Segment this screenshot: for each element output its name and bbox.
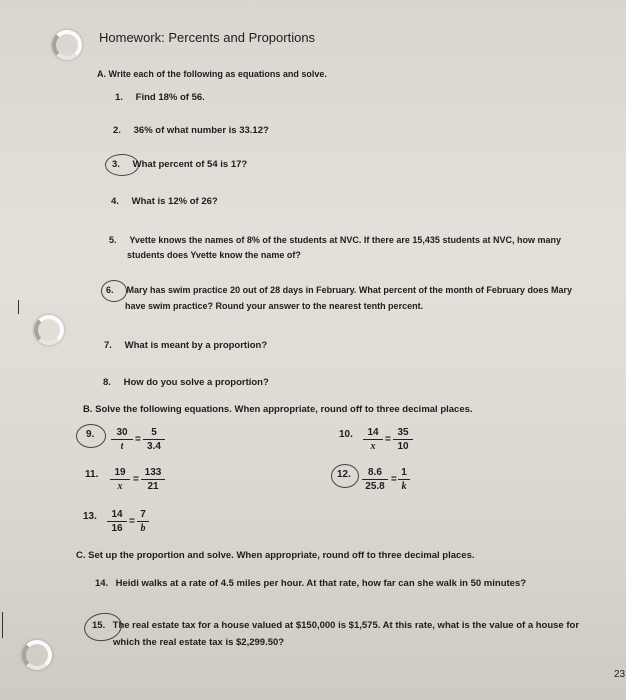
fraction-right: [143, 427, 165, 452]
numerator: 14: [111, 509, 123, 520]
question-number: 7.: [104, 340, 112, 351]
question-6: [106, 285, 572, 295]
question-text: What is 12% of 26?: [131, 196, 218, 207]
numerator: 19: [114, 467, 126, 478]
question-6-continued: have swim practice? Round your answer to the nearest tenth percent.: [125, 301, 424, 311]
question-number: 8.: [103, 377, 111, 388]
question-text-line1: The real estate tax for a house valued at $150,000 is $1,575. At this rate, what is the value of a house for: [112, 620, 580, 631]
fraction-bar: [398, 479, 410, 480]
equation-number: 13.: [83, 511, 97, 522]
question-text: What percent of 54 is 17?: [132, 159, 248, 170]
binder-hole-bottom: [22, 640, 52, 670]
question-text: Find 18% of 56.: [135, 92, 205, 103]
denominator: b: [140, 523, 146, 534]
section-a-heading: A. Write each of the following as equations and solve.: [97, 69, 327, 79]
fraction-bar: [362, 479, 388, 480]
question-text: 36% of what number is 33.12?: [133, 125, 269, 136]
fraction-bar: [141, 479, 165, 480]
equals-sign: =: [391, 474, 397, 485]
question-14: [95, 578, 526, 589]
denominator: 16: [111, 523, 123, 534]
fraction-right: [398, 467, 410, 492]
fraction-left: [110, 467, 130, 492]
fraction-bar: [143, 439, 165, 440]
question-1: [115, 92, 205, 103]
equation-number: 12.: [337, 469, 351, 480]
question-text-line1: Yvette knows the names of 8% of the students at NVC. If there are 15,435 students at NVC, how many: [129, 235, 561, 245]
numerator: 30: [116, 427, 128, 438]
question-text-line1: Mary has swim practice 20 out of 28 days in February. What percent of the month of February does Mary: [126, 285, 572, 295]
question-number: 3.: [112, 159, 120, 170]
fraction-bar: [137, 521, 149, 522]
question-15-continued: which the real estate tax is $2,299.50?: [113, 637, 285, 648]
question-number: 14.: [95, 578, 109, 589]
denominator: x: [370, 441, 376, 452]
section-b-heading: B. Solve the following equations. When appropriate, round off to three decimal places.: [83, 404, 473, 415]
question-5-continued: students does Yvette know the name of?: [127, 250, 301, 260]
question-text: Heidi walks at a rate of 4.5 miles per hour. At that rate, how far can she walk in 50 minutes?: [115, 578, 527, 589]
numerator: 133: [144, 467, 162, 478]
equation-number: 9.: [86, 429, 95, 440]
equals-sign: =: [133, 474, 139, 485]
fraction-bar: [393, 439, 413, 440]
fraction-bar: [107, 521, 127, 522]
numerator: 14: [367, 427, 379, 438]
fraction-bar: [363, 439, 383, 440]
fraction-left: [362, 467, 388, 492]
question-2: [113, 125, 269, 136]
equation-number: 10.: [339, 429, 353, 440]
fraction-left: [111, 427, 133, 452]
question-3: [112, 159, 247, 170]
question-number: 4.: [111, 196, 119, 207]
equation-number: 11.: [85, 469, 99, 480]
question-number: 1.: [115, 92, 123, 103]
numerator: 1: [401, 467, 407, 478]
fraction-bar: [110, 479, 130, 480]
paper-mark: [2, 612, 3, 638]
fraction-left: [107, 509, 127, 534]
question-number: 6.: [106, 285, 114, 295]
equals-sign: =: [385, 434, 391, 445]
fraction-left: [363, 427, 383, 452]
binder-hole-middle: [34, 315, 64, 345]
denominator: 3.4: [147, 441, 161, 452]
question-5: [109, 235, 561, 245]
question-text: How do you solve a proportion?: [123, 377, 269, 388]
numerator: 5: [151, 427, 157, 438]
fraction-right: [137, 509, 149, 534]
page-number: 23: [614, 669, 626, 680]
fraction-right: [393, 427, 413, 452]
denominator: 21: [147, 481, 159, 492]
denominator: 10: [397, 441, 409, 452]
binder-hole-top: [52, 30, 82, 60]
page-title: Homework: Percents and Proportions: [99, 30, 316, 45]
paper-mark: [18, 300, 19, 314]
denominator: 25.8: [365, 481, 385, 492]
question-15: [92, 620, 579, 631]
numerator: 7: [140, 509, 146, 520]
question-number: 15.: [92, 620, 106, 631]
numerator: 35: [397, 427, 409, 438]
question-7: [104, 340, 267, 351]
denominator: t: [120, 441, 124, 452]
denominator: x: [117, 481, 123, 492]
numerator: 8.6: [368, 467, 382, 478]
section-c-heading: C. Set up the proportion and solve. When appropriate, round off to three decimal places.: [76, 550, 475, 561]
question-number: 2.: [113, 125, 121, 136]
question-text: What is meant by a proportion?: [124, 340, 268, 351]
denominator: k: [401, 481, 407, 492]
equals-sign: =: [135, 434, 141, 445]
equals-sign: =: [129, 516, 135, 527]
fraction-right: [141, 467, 165, 492]
question-4: [111, 196, 218, 207]
fraction-bar: [111, 439, 133, 440]
question-8: [103, 377, 269, 388]
question-number: 5.: [109, 235, 117, 245]
